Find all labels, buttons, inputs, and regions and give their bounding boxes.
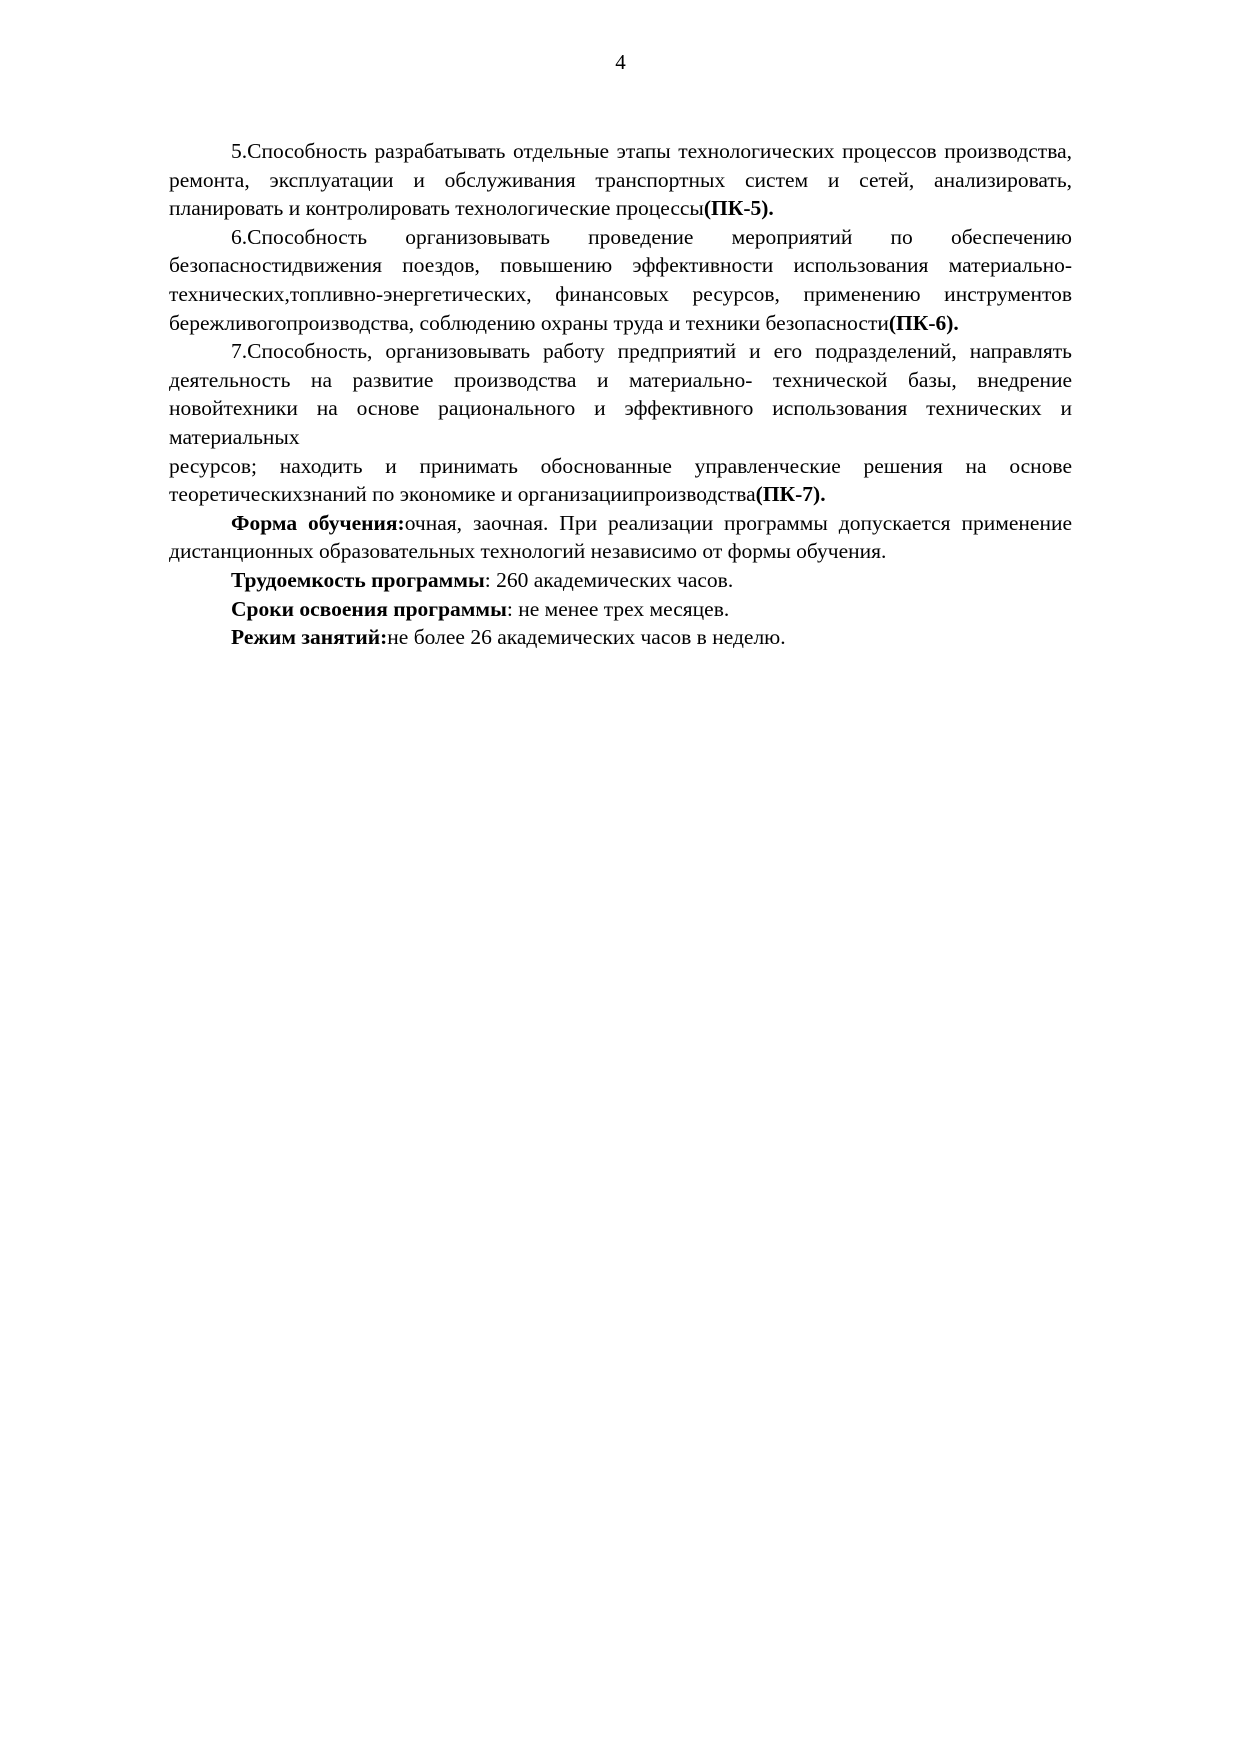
paragraph-code: (ПК-7). <box>755 482 826 507</box>
paragraph-text: 6.Способность организовывать проведение мероприятий по обеспечению безопасностидвижения поездов, повышению эффективности использования материально-технических,топливно-энергетических, финансовых ресурсов, применению инструментов бережливогопроизводства, соблюдению охраны труда и техники безопасности <box>169 224 1072 335</box>
paragraph-text: ресурсов; находить и принимать обоснованные управленческие решения на основе теоретическихзнаний по экономике и организациипроизводства <box>169 453 1072 507</box>
form-of-study-value: очная, заочная. При реализации программы допускается применение дистанционных образовательных технологий независимо от формы обучения. <box>169 510 1072 564</box>
program-workload-label: Трудоемкость программы <box>231 567 485 592</box>
paragraph-code: (ПК-6). <box>888 310 959 335</box>
paragraph-program-workload <box>169 566 1072 595</box>
paragraph-text: 7.Способность, организовывать работу предприятий и его подразделений, направлять деятельность на развитие производства и материально- технической базы, внедрение новойтехники на основе рационального и эффективного использования технических и материальных <box>169 339 1072 449</box>
class-schedule-value: не более 26 академических часов в неделю. <box>387 625 786 650</box>
paragraph-code: (ПК-5). <box>703 196 774 221</box>
paragraph-competency-pk5 <box>169 137 1072 223</box>
document-body <box>169 73 1072 652</box>
program-workload-value: : 260 академических часов. <box>484 567 734 592</box>
paragraph-text: 5.Способность разрабатывать отдельные этапы технологических процессов производства, ремонта, эксплуатации и обслуживания транспортных систем и сетей, анализировать, планировать и контролировать технологические процессы <box>169 139 1072 221</box>
paragraph-competency-pk6 <box>169 223 1072 337</box>
program-duration-value: : не менее трех месяцев. <box>506 596 730 621</box>
paragraph-program-duration <box>169 595 1072 624</box>
program-duration-label: Сроки освоения программы <box>231 596 507 621</box>
class-schedule-label: Режим занятий: <box>231 625 388 650</box>
paragraph-class-schedule <box>169 623 1072 652</box>
paragraph-competency-pk7-part1 <box>169 337 1072 451</box>
form-of-study-label: Форма обучения: <box>231 510 405 535</box>
paragraph-competency-pk7-part2 <box>169 452 1072 509</box>
page-number: 4 <box>615 50 626 74</box>
paragraph-form-of-study <box>169 509 1072 566</box>
